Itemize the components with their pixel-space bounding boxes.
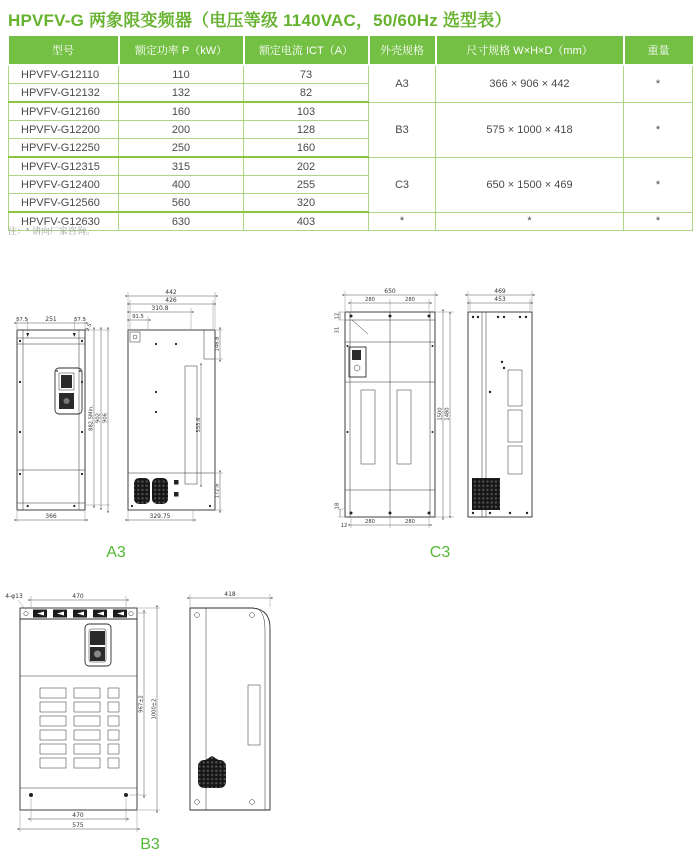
a3-front-view xyxy=(17,330,85,510)
dim-label: 12 xyxy=(340,523,348,529)
dim-label: 902 xyxy=(95,413,102,423)
dim-label: 172.6 xyxy=(214,483,221,499)
dim-label: 9.5 xyxy=(84,322,94,333)
col-header-weight: 重量 xyxy=(624,36,693,65)
cell-size: 650 × 1500 × 469 xyxy=(436,157,624,212)
cell-current: 403 xyxy=(244,212,369,231)
dim-label: 57.5 xyxy=(16,317,28,323)
table-row xyxy=(9,65,693,84)
dim-label: 967±2 xyxy=(138,695,145,713)
c3-front-view xyxy=(345,312,435,517)
cell-current: 128 xyxy=(244,121,369,139)
cell-frame: A3 xyxy=(369,65,436,102)
cell-power: 400 xyxy=(119,176,244,194)
dim-label: 470 xyxy=(72,812,84,819)
table-header-row xyxy=(9,36,693,65)
cell-power: 132 xyxy=(119,84,244,103)
table-row xyxy=(9,212,693,231)
col-header-frame: 外壳规格 xyxy=(369,36,436,65)
dim-label: 280 xyxy=(365,297,375,303)
dim-label: 18 xyxy=(334,502,341,510)
dim-label: 91.5 xyxy=(132,314,144,320)
cell-current: 73 xyxy=(244,65,369,84)
dim-label: 57.5 xyxy=(74,317,86,323)
cell-size: * xyxy=(436,212,624,231)
fan-grille xyxy=(472,478,500,510)
dim-label: 1000±2 xyxy=(151,698,158,720)
dim-label: 280 xyxy=(365,519,375,525)
cell-power: 110 xyxy=(119,65,244,84)
col-header-size: 尺寸规格 W×H×D（mm） xyxy=(436,36,624,65)
cell-frame: C3 xyxy=(369,157,436,212)
dim-label: 12 xyxy=(334,312,341,320)
b3-side-view xyxy=(190,608,270,810)
footnote: 注：* 请向厂家咨询。 xyxy=(8,226,96,236)
dim-label: 469 xyxy=(494,288,506,295)
keypad xyxy=(85,624,111,666)
dim-label: 251 xyxy=(45,316,57,323)
cell-power: 160 xyxy=(119,102,244,121)
dim-label: 31 xyxy=(334,326,341,334)
cell-power: 200 xyxy=(119,121,244,139)
cell-model: HPVFV-G12315 xyxy=(9,157,119,176)
b3-side-dimensions xyxy=(190,591,270,607)
fan-grille xyxy=(198,756,226,788)
cell-power: 630 xyxy=(119,212,244,231)
cell-current: 82 xyxy=(244,84,369,103)
dim-label: 650 xyxy=(384,288,396,295)
cell-weight: * xyxy=(624,102,693,157)
selection-table xyxy=(8,36,693,231)
dim-label: 1480 xyxy=(444,407,451,421)
fan-grille xyxy=(134,478,168,504)
cell-power: 560 xyxy=(119,194,244,213)
cell-current: 103 xyxy=(244,102,369,121)
cell-model: HPVFV-G12132 xyxy=(9,84,119,103)
dim-label: 329.75 xyxy=(149,513,171,520)
col-header-model: 型号 xyxy=(9,36,119,65)
a3-front-dimensions xyxy=(16,316,110,522)
c3-frame-label: C3 xyxy=(429,544,451,561)
cell-model: HPVFV-G12560 xyxy=(9,194,119,213)
cell-size: 366 × 906 × 442 xyxy=(436,65,624,102)
dim-label: 310.8 xyxy=(151,305,169,312)
dim-label: 366 xyxy=(45,513,57,520)
dim-label: 1500 xyxy=(437,407,444,421)
cell-current: 202 xyxy=(244,157,369,176)
cell-model: HPVFV-G12200 xyxy=(9,121,119,139)
keypad xyxy=(55,368,82,414)
cell-weight: * xyxy=(624,212,693,231)
cell-size: 575 × 1000 × 418 xyxy=(436,102,624,157)
col-header-power: 额定功率 P（kW） xyxy=(119,36,244,65)
cell-weight: * xyxy=(624,65,693,102)
dim-label: 442 xyxy=(165,289,177,296)
cell-model: HPVFV-G12160 xyxy=(9,102,119,121)
dim-label: 453 xyxy=(494,296,506,303)
vent-grille xyxy=(361,390,411,464)
dim-label: 4-φ13 xyxy=(5,593,23,600)
page-title: HPVFV-G 两象限变频器（电压等级 1140VAC，50/60Hz 选型表） xyxy=(8,11,512,30)
cell-current: 160 xyxy=(244,139,369,158)
b3-frame-label: B3 xyxy=(140,836,160,853)
c3-front-dimensions xyxy=(335,288,455,529)
a3-frame-label: A3 xyxy=(106,544,126,561)
dim-label: 575 xyxy=(72,822,84,829)
dim-label: 280 xyxy=(405,297,415,303)
dim-label: 148.8 xyxy=(214,336,221,352)
c3-side-dimensions xyxy=(468,288,532,311)
table-row xyxy=(9,157,693,176)
a3-dimension-drawing xyxy=(6,282,236,538)
cell-model: HPVFV-G12110 xyxy=(9,65,119,84)
vent-grille xyxy=(248,685,260,745)
vent-grille xyxy=(508,370,522,474)
cell-weight: * xyxy=(624,157,693,212)
cell-power: 250 xyxy=(119,139,244,158)
cell-frame: * xyxy=(369,212,436,231)
keypad xyxy=(349,347,366,377)
dim-label: 418 xyxy=(224,591,236,598)
cell-current: 255 xyxy=(244,176,369,194)
dim-label: 280 xyxy=(405,519,415,525)
cell-current: 320 xyxy=(244,194,369,213)
cell-frame: B3 xyxy=(369,102,436,157)
col-header-current: 额定电流 ICT（A） xyxy=(244,36,369,65)
c3-dimension-drawing xyxy=(330,282,640,538)
mounting-clips xyxy=(33,610,127,618)
cell-model: HPVFV-G12630 xyxy=(9,212,119,231)
vent-grille xyxy=(40,688,119,768)
dim-label: 882.5Min. xyxy=(88,405,95,431)
dim-label: 906 xyxy=(102,413,109,423)
cell-power: 315 xyxy=(119,157,244,176)
c3-side-view xyxy=(468,312,532,517)
cell-model: HPVFV-G12400 xyxy=(9,176,119,194)
dim-label: 470 xyxy=(72,593,84,600)
b3-dimension-drawing xyxy=(0,588,320,838)
cell-model: HPVFV-G12250 xyxy=(9,139,119,158)
b3-front-view xyxy=(20,608,137,810)
table-row xyxy=(9,102,693,121)
dim-label: 555.6 xyxy=(196,417,202,433)
dim-label: 426 xyxy=(165,297,177,304)
